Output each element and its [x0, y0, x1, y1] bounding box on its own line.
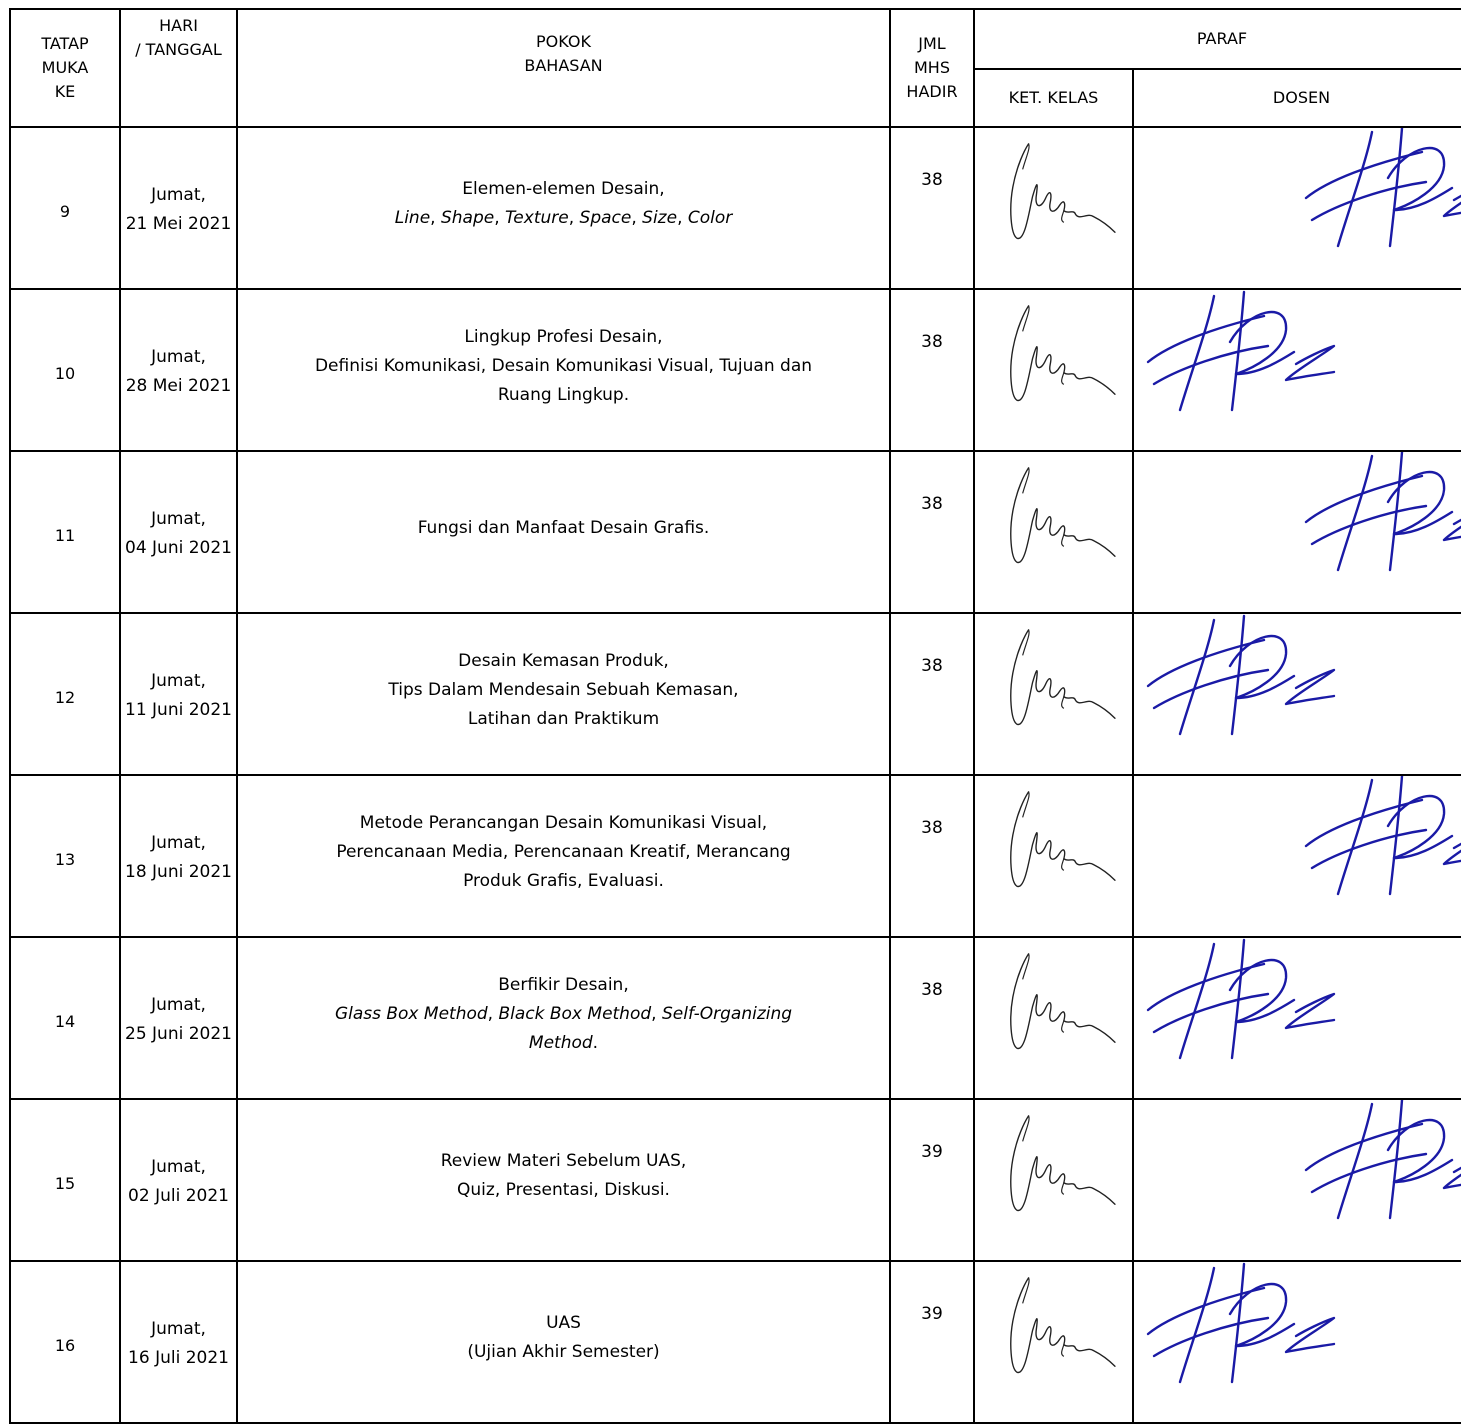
- header-tatap-muka: TATAP MUKA KE: [10, 9, 120, 127]
- day-label: Jumat,: [151, 347, 206, 367]
- signature-ket-kelas-icon: [999, 298, 1117, 406]
- signature-dosen-icon: [1136, 937, 1336, 1061]
- topic: [237, 937, 890, 1099]
- attendance-count: 38: [890, 937, 974, 1099]
- meeting-date: [120, 289, 237, 451]
- meeting-date: [120, 613, 237, 775]
- meeting-number: 16: [10, 1261, 120, 1423]
- topic-line: Fungsi dan Manfaat Desain Grafis.: [417, 517, 710, 538]
- topic-line: Line, Shape, Texture, Space, Size, Color: [394, 208, 733, 228]
- signature-ket-kelas-icon: [999, 1270, 1117, 1378]
- paraf-ket-kelas: [974, 613, 1133, 775]
- attendance-count: 38: [890, 775, 974, 937]
- day-label: Jumat,: [151, 1157, 206, 1177]
- day-label: Jumat,: [151, 185, 206, 205]
- topic-line: Definisi Komunikasi, Desain Komunikasi Visual, Tujuan dan: [314, 355, 813, 376]
- paraf-dosen: [1133, 451, 1461, 613]
- day-label: Jumat,: [151, 671, 206, 691]
- signature-dosen-icon: [1136, 1261, 1336, 1385]
- meeting-date: [120, 451, 237, 613]
- paraf-ket-kelas: [974, 289, 1133, 451]
- date-label: 28 Mei 2021: [125, 376, 232, 396]
- meeting-date: [120, 127, 237, 289]
- topic: [237, 1261, 890, 1423]
- meeting-number: 13: [10, 775, 120, 937]
- topic-line: Elemen-elemen Desain,: [462, 179, 665, 199]
- topic-line: Produk Grafis, Evaluasi.: [463, 870, 664, 891]
- signature-ket-kelas-icon: [999, 136, 1117, 244]
- paraf-dosen: [1133, 937, 1461, 1099]
- date-label: 11 Juni 2021: [125, 700, 232, 720]
- meeting-date: [120, 775, 237, 937]
- header-ket-kelas: KET. KELAS: [974, 69, 1133, 127]
- meeting-number: 15: [10, 1099, 120, 1261]
- meeting-number: 12: [10, 613, 120, 775]
- table-row: [10, 937, 1461, 1099]
- date-label: 04 Juni 2021: [125, 538, 232, 558]
- signature-dosen-icon: [1136, 289, 1336, 413]
- day-label: Jumat,: [151, 1319, 206, 1339]
- signature-dosen-icon: [1136, 613, 1336, 737]
- paraf-ket-kelas: [974, 775, 1133, 937]
- day-label: Jumat,: [151, 509, 206, 529]
- table-row: [10, 289, 1461, 451]
- meeting-date: [120, 1261, 237, 1423]
- date-label: 18 Juni 2021: [125, 862, 232, 882]
- paraf-dosen: [1133, 1099, 1461, 1261]
- date-label: 21 Mei 2021: [125, 214, 232, 234]
- header-paraf: PARAF: [974, 9, 1461, 69]
- topic: [237, 451, 890, 613]
- signature-ket-kelas-icon: [999, 622, 1117, 730]
- paraf-dosen: [1133, 289, 1461, 451]
- paraf-dosen: [1133, 775, 1461, 937]
- date-label: 02 Juli 2021: [128, 1186, 229, 1206]
- topic-line: Metode Perancangan Desain Komunikasi Visual,: [359, 812, 768, 833]
- topic-line: (Ujian Akhir Semester): [467, 1342, 660, 1362]
- attendance-count: 38: [890, 289, 974, 451]
- meeting-number: 11: [10, 451, 120, 613]
- meeting-number: 9: [10, 127, 120, 289]
- topic-line: Tips Dalam Mendesain Sebuah Kemasan,: [388, 679, 739, 700]
- signature-ket-kelas-icon: [999, 1108, 1117, 1216]
- topic: [237, 127, 890, 289]
- attendance-table: [9, 8, 1461, 1424]
- signature-ket-kelas-icon: [999, 784, 1117, 892]
- table-row: [10, 127, 1461, 289]
- attendance-count: 39: [890, 1261, 974, 1423]
- topic-line: Ruang Lingkup.: [497, 384, 630, 405]
- signature-dosen-icon: [1294, 127, 1461, 249]
- signature-ket-kelas-icon: [999, 460, 1117, 568]
- table-row: [10, 613, 1461, 775]
- header-pokok-bahasan: POKOK BAHASAN: [237, 9, 890, 127]
- table-row: [10, 775, 1461, 937]
- topic: [237, 775, 890, 937]
- topic-line: Berfikir Desain,: [498, 974, 629, 995]
- attendance-count: 39: [890, 1099, 974, 1261]
- header-hari-tanggal: HARI / TANGGAL: [120, 9, 237, 127]
- topic-line: Perencanaan Media, Perencanaan Kreatif, Merancang: [336, 841, 791, 862]
- table-row: [10, 1261, 1461, 1423]
- date-label: 16 Juli 2021: [128, 1348, 229, 1368]
- attendance-count: 38: [890, 451, 974, 613]
- day-label: Jumat,: [151, 833, 206, 853]
- meeting-date: [120, 1099, 237, 1261]
- paraf-ket-kelas: [974, 937, 1133, 1099]
- header-jml-hadir: JML MHS HADIR: [890, 9, 974, 127]
- paraf-dosen: [1133, 127, 1461, 289]
- meeting-number: 10: [10, 289, 120, 451]
- topic-line: UAS: [546, 1313, 581, 1333]
- meeting-date: [120, 937, 237, 1099]
- day-label: Jumat,: [151, 995, 206, 1015]
- topic: [237, 613, 890, 775]
- table-row: [10, 451, 1461, 613]
- paraf-dosen: [1133, 613, 1461, 775]
- attendance-count: 38: [890, 613, 974, 775]
- topic-line: Latihan dan Praktikum: [467, 708, 660, 729]
- paraf-ket-kelas: [974, 127, 1133, 289]
- paraf-ket-kelas: [974, 451, 1133, 613]
- meeting-number: 14: [10, 937, 120, 1099]
- paraf-dosen: [1133, 1261, 1461, 1423]
- attendance-count: 38: [890, 127, 974, 289]
- header-dosen: DOSEN: [1133, 69, 1461, 127]
- signature-dosen-icon: [1294, 451, 1461, 573]
- topic: [237, 289, 890, 451]
- topic-line: Review Materi Sebelum UAS,: [440, 1151, 687, 1171]
- date-label: 25 Juni 2021: [125, 1024, 232, 1044]
- topic-line: Glass Box Method, Black Box Method, Self-Organizing: [334, 1003, 793, 1024]
- paraf-ket-kelas: [974, 1261, 1133, 1423]
- topic-line: Desain Kemasan Produk,: [458, 650, 669, 671]
- paraf-ket-kelas: [974, 1099, 1133, 1261]
- topic-line: Quiz, Presentasi, Diskusi.: [457, 1180, 670, 1200]
- signature-ket-kelas-icon: [999, 946, 1117, 1054]
- signature-dosen-icon: [1294, 1099, 1461, 1221]
- topic-line: Method.: [528, 1032, 599, 1053]
- topic: [237, 1099, 890, 1261]
- signature-dosen-icon: [1294, 775, 1461, 897]
- topic-line: Lingkup Profesi Desain,: [464, 326, 663, 347]
- table-row: [10, 1099, 1461, 1261]
